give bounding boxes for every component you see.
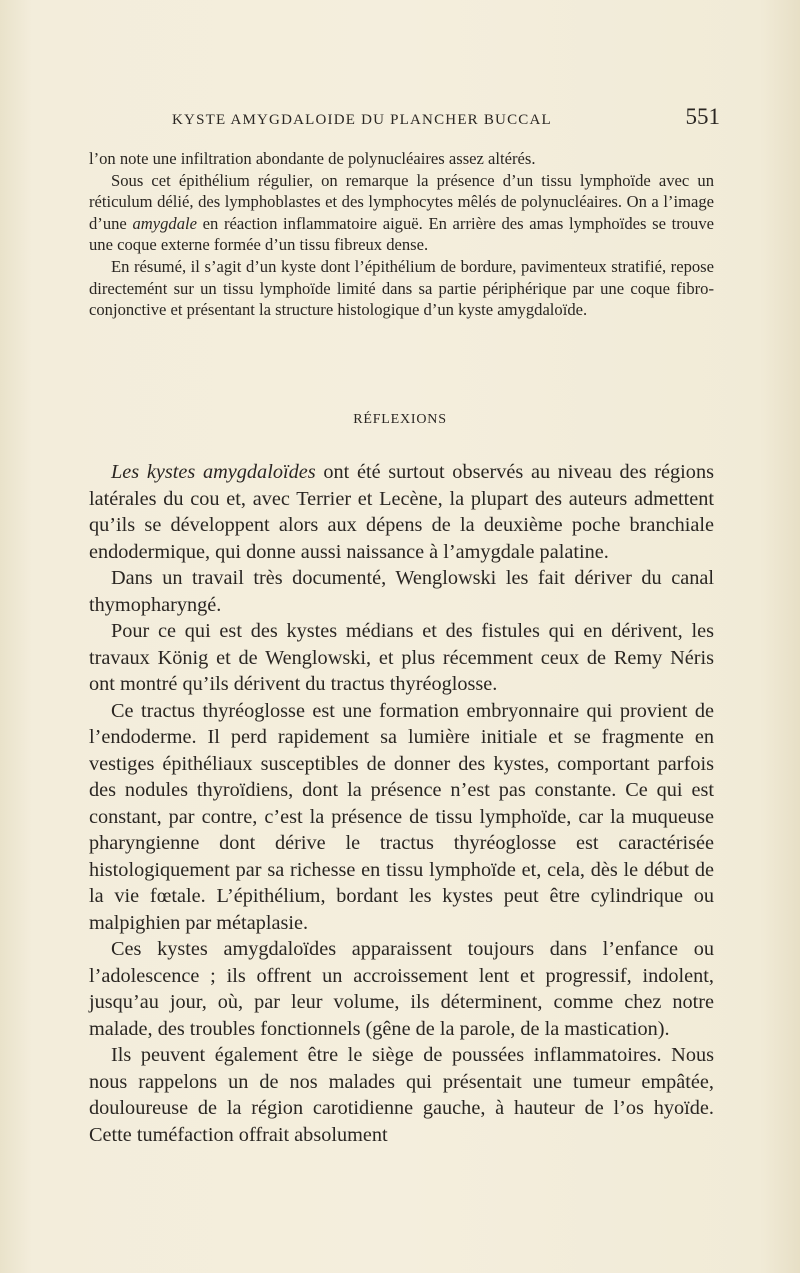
text-run: ont été surtout observés au niveau des régions latérales du cou et, avec Terrier et Lecène, la plupart des auteurs admettent qu’ils se développent alors aux dépens de la deuxième poche branchiale endodermique, qui donne aussi naissance à l’amygdale palatine. — [89, 461, 714, 563]
paragraph: En résumé, il s’agit d’un kyste dont l’épithélium de bordure, pavimenteux stratifié, repose directemént sur un tissu lymphoïde limité dans sa partie périphérique par une coque fibro-conjonctive et présentant la structure histologique d’un kyste amygdaloïde. — [89, 256, 714, 320]
paragraph: Dans un travail très documenté, Wenglowski les fait dériver du canal thymopharyngé. — [89, 567, 714, 616]
reflexions-body — [89, 459, 714, 1148]
paragraph — [89, 170, 714, 256]
running-title: KYSTE AMYGDALOIDE DU PLANCHER BUCCAL — [172, 112, 552, 128]
paragraph: Ce tractus thyréoglosse est une formation embryonnaire qui provient de l’endoderme. Il perd rapidement sa lumière initiale et se fragmente en vestiges épithéliaux susceptibles de donner des kystes, comportant parfois des nodules thyroïdiens, dont la présence n’est pas constante. Ce qui est constant, par contre, c’est la présence de tissu lymphoïde, car la muqueuse pharyngienne dont dérive le tractus thyréoglosse est caractérisée histologiquement par sa richesse en tissu lymphoïde et, cela, dès le début de la vie fœtale. L’épithélium, bordant les kystes peut être cylindrique ou malpighien par métaplasie. — [89, 699, 714, 934]
paragraph: l’on note une infiltration abondante de polynucléaires assez altérés. — [89, 149, 536, 168]
paragraph: Ces kystes amygdaloïdes apparaissent toujours dans l’enfance ou l’adolescence ; ils offrent un accroissement lent et progressif, indolent, jusqu’au jour, où, par leur volume, ils déterminent, comme chez notre malade, des troubles fonctionnels (gêne de la parole, de la mastication). — [89, 938, 714, 1040]
paragraph — [89, 459, 714, 565]
section-heading: RÉFLEXIONS — [353, 412, 447, 427]
paragraph: Pour ce qui est des kystes médians et des fistules qui en dérivent, les travaux König et de Wenglowski, et plus récemment ceux de Remy Néris ont montré qu’ils dérivent du tractus thyréoglosse. — [89, 620, 714, 695]
text-run: en réaction inflammatoire aiguë. En arrière des amas lymphoïdes se trouve une coque externe formée d’un tissu fibreux dense. — [89, 213, 715, 255]
text-run: Sous cet épithélium régulier, on remarque la présence d’un tissu lymphoïde avec un réticulum délié, des lymphoblastes et des lymphocytes mêlés de polynucléaires. On a l’image d’une — [89, 170, 714, 233]
emphasis-text: amygdale — [132, 213, 197, 233]
page-header — [172, 104, 720, 134]
emphasis-text: Les kystes amygdaloïdes — [111, 461, 316, 483]
page-number: 551 — [685, 104, 720, 129]
histology-description — [89, 148, 714, 321]
paragraph: Ils peuvent également être le siège de poussées inflammatoires. Nous nous rappelons un de nos malades qui présentait une tumeur empâtée, douloureuse de la région carotidienne gauche, à hauteur de l’os hyoïde. Cette tuméfaction offrait absolument — [89, 1044, 714, 1146]
